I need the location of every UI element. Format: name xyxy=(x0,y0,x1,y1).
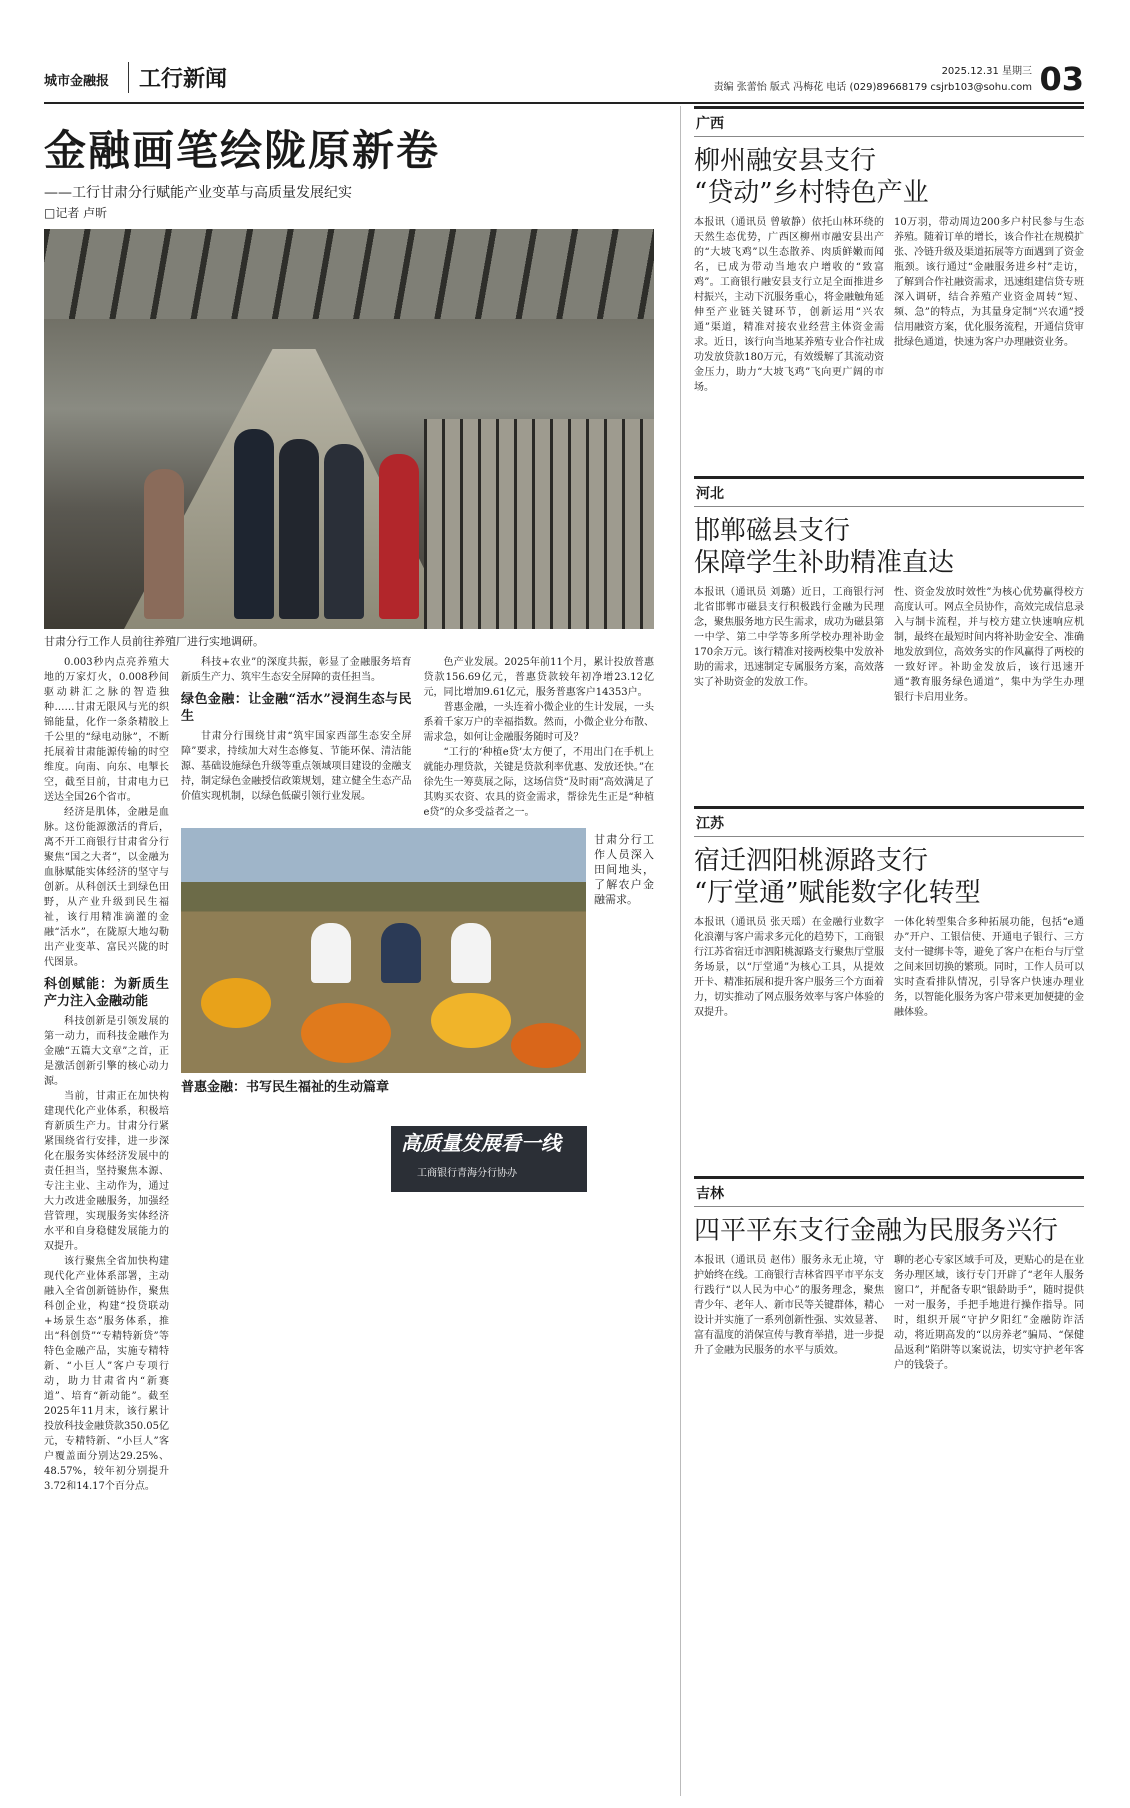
region-body xyxy=(694,1253,1084,1373)
lead-columns xyxy=(44,655,654,1494)
lead-subtitle: ——工行甘肃分行赋能产业变革与高质量发展纪实 xyxy=(44,185,352,201)
region-column: 本报讯（通讯员 张天瑶）在金融行业数字化浪潮与客户需求多元化的趋势下，工商银行江苏省宿迁市泗阳桃源路支行聚焦厅堂服务场景，以“厅堂通”为核心工具，从提效开卡、精准拓展和提升客户服务三个方面着力，切实推动了网点服务效率与客户体验的双提升。 xyxy=(694,917,884,1018)
headline-line: 邯郸磁县支行 xyxy=(694,516,851,546)
paragraph: 科技创新是引领发展的第一动力，而科技金融作为金融“五篇大文章”之首，正是激活创新引擎的核心动力源。 xyxy=(44,1016,169,1087)
region-column: 一体化转型集合多种拓展功能，包括“e通办”开户、工银信使、开通电子银行、三方支付一键绑卡等，避免了客户在柜台与厅堂之间来回切换的繁琐。同时，工作人员可以实时查看排队情况，引导客户快速办理业务，以智能化服务为客户带来更加便捷的金融体验。 xyxy=(894,917,1084,1018)
paragraph: 经济是肌体，金融是血脉。这份能源激活的背后，离不开工商银行甘肃省分行聚焦“国之大者”，以金融为血脉赋能实体经济的坚守与创新。从科创沃土到绿色田野，从产业升级到民生福祉，该行用精准滴灌的金融“活水”，在陇原大地勾勒出产业变革、富民兴陇的时代图景。 xyxy=(44,807,169,968)
region-block-jiangsu xyxy=(694,806,1084,1166)
pumpkin xyxy=(201,978,271,1028)
lead-column-3 xyxy=(424,655,655,820)
barn-photo-caption: 甘肃分行工作人员前往养殖厂进行实地调研。 xyxy=(44,635,264,648)
region-headline xyxy=(694,845,1084,909)
person-figure xyxy=(234,429,274,619)
lead-column-2-3 xyxy=(181,655,654,1494)
region-headline xyxy=(694,145,1084,209)
paper-name: 城市金融报 xyxy=(44,74,110,89)
person-figure xyxy=(279,439,319,619)
region-headline xyxy=(694,1215,1084,1247)
masthead xyxy=(44,60,1084,104)
headline-line: 宿迁泗阳桃源路支行 xyxy=(694,846,929,876)
issue-date: 2025.12.31 星期三 xyxy=(941,66,1032,77)
banner-subtitle: 工商银行青海分行协办 xyxy=(417,1168,517,1179)
region-block-guangxi xyxy=(694,106,1084,466)
person-figure xyxy=(144,469,184,619)
paragraph: 当前，甘肃正在加快构建现代化产业体系，积极培育新质生产力。甘肃分行紧紧围绕省行安排，进一步深化在服务实体经济发展中的责任担当，坚持聚焦本源、专注主业、主动作为，通过大力改进金融服务，加强经营管理，实现服务实体经济水平和自身稳健发展能力的双提升。 xyxy=(44,1091,169,1252)
region-label: 广西 xyxy=(694,106,1084,137)
headline-line: 四平平东支行金融为民服务兴行 xyxy=(694,1216,1059,1246)
headline-line: “贷动”乡村特色产业 xyxy=(694,178,929,208)
region-block-jilin xyxy=(694,1176,1084,1373)
person-figure xyxy=(324,444,364,619)
headline-line: 柳州融安县支行 xyxy=(694,146,877,176)
lead-byline: □记者 卢昕 xyxy=(44,206,108,220)
subhead-tech: 科创赋能：为新质生产力注入金融动能 xyxy=(44,977,169,1009)
lead-article xyxy=(44,112,654,1494)
paragraph: 该行聚焦全省加快构建现代化产业体系部署，主动融入全省创新链协作，聚焦科创企业，构建“投贷联动+场景生态”服务体系，推出“科创贷”“专精特新贷”等特色金融产品，实施专精特新、“小巨人”客户专项行动，助力甘肃省内“新赛道”、培育“新动能”。截至2025年11月末，该行累计投放科技金融贷款350.05亿元，专精特新、“小巨人”客户覆盖面分别达29.25%、48.57%，较年初分别提升3.72和14.17个百分点。 xyxy=(44,1256,169,1492)
person-figure xyxy=(379,454,419,619)
paragraph: 普惠金融，一头连着小微企业的生计发展，一头系着千家万户的幸福指数。然而，小微企业分布散、需求急，如何让金融服务随时可及？ xyxy=(423,702,654,743)
issue-info xyxy=(714,64,1032,96)
subhead-inclusive: 普惠金融：书写民生福祉的生动篇章 xyxy=(181,1080,390,1095)
page-number: 03 xyxy=(1039,60,1084,98)
paragraph: “工行的‘种植e贷’太方便了，不用出门在手机上就能办理贷款，关键是贷款利率优惠、发放还快。”在徐先生一筹莫展之际，这场信贷“及时雨”高效满足了其购买农资、农具的资金需求，帮徐先生正是“种植e贷”的众多受益者之一。 xyxy=(423,747,654,818)
headline-line: 保障学生补助精准直达 xyxy=(694,548,955,578)
pumpkin-photo-caption: 甘肃分行工作人员深入田间地头，了解农户金融需求。 xyxy=(594,833,654,906)
lead-column-1 xyxy=(44,655,169,1494)
paragraph: 科技+农业”的深度共振，彰显了金融服务培育新质生产力、筑牢生态安全屏障的责任担当。 xyxy=(181,657,412,683)
person-figure xyxy=(311,923,351,983)
region-body xyxy=(694,915,1084,1020)
series-banner xyxy=(391,1126,587,1192)
person-figure xyxy=(381,923,421,983)
paragraph: 0.003秒内点亮养殖大地的万家灯火，0.008秒间驱动耕汇之脉的智造独种……甘肃无限风与光的织锦能量，化作一条条精胶上千公里的“绿电动脉”，不断托展着甘肃能源传输的时空维度。向南、向东、电掣长空，截至目前，甘肃电力已送达全国26个省市。 xyxy=(44,657,169,803)
region-column: 性、资金发放时效性”为核心优势赢得校方高度认可。网点全员协作，高效完成信息录入与制卡流程，并与校方建立快速响应机制，最终在最短时间内将补助金安全、准确地发放到位，高效务实的作风赢得了两校的一致好评。补助金发放后，该行迅速开通“教育服务绿色通道”，集中为学生办理银行卡启用业务。 xyxy=(894,587,1084,703)
region-label: 吉林 xyxy=(694,1176,1084,1207)
pumpkin-photo xyxy=(181,828,586,1073)
region-column: 聊的老心专家区域手可及，更贴心的是在业务办理区域，该行专门开辟了“老年人服务窗口”，并配备专职“银龄助手”，随时提供一对一服务，手把手地进行操作指导。同时，组织开展“守护夕阳红”金融防诈活动，将近期高发的“以房养老”骗局、“保健品返利”陷阱等以案说法，切实守护老年客户的钱袋子。 xyxy=(894,1255,1084,1371)
region-column: 本报讯（通讯员 刘璐）近日，工商银行河北省邯郸市磁县支行积极践行金融为民理念，聚焦服务地方民生需求，成功为磁县第一中学、第二中学等多所学校办理补助金170余万元。该行精准对接两校集中发放补助的需求，迅速制定专属服务方案，高效落实了补助资金的发放工作。 xyxy=(694,587,884,688)
region-headline xyxy=(694,515,1084,579)
region-label: 河北 xyxy=(694,476,1084,507)
subhead-green: 绿色金融：让金融“活水”浸润生态与民生 xyxy=(181,692,412,724)
region-column: 本报讯（通讯员 曾敏静）依托山林环绕的天然生态优势，广西区柳州市融安县出产的“大坡飞鸡”以生态散养、肉质鲜嫩而闻名，已成为带动当地农户增收的“致富鸡”。工商银行融安县支行立足全面推进乡村振兴，主动下沉服务重心，将金融触角延伸至产业链关键环节，创新运用“兴农通”渠道，精准对接农业经营主体资金需求。近日，该行向当地某养殖专业合作社成功发放贷款180万元，有效缓解了其流动资金压力，助力“大坡飞鸡”飞向更广阔的市场。 xyxy=(694,217,884,393)
barn-photo xyxy=(44,229,654,629)
banner-title: 高质量发展看一线 xyxy=(401,1131,561,1155)
barn-roof xyxy=(44,229,654,319)
region-column: 10万羽，带动周边200多户村民参与生态养殖。随着订单的增长，该合作社在规模扩张、冷链升级及渠道拓展等方面遇到了资金瓶颈。该行通过“金融服务进乡村”走访，了解到合作社融资需求，迅速组建信贷专班深入调研，结合养殖产业资金周转“短、频、急”的特点，为其量身定制“兴农通”授信用融资方案，优化服务流程，开通信贷审批绿色通道，快速为客户办理融资业务。 xyxy=(894,217,1084,348)
lead-inner-columns xyxy=(181,655,654,820)
regional-news xyxy=(694,106,1084,1373)
region-label: 江苏 xyxy=(694,806,1084,837)
pumpkin-row xyxy=(181,828,654,1073)
pumpkin xyxy=(301,1003,391,1063)
pumpkin xyxy=(511,1023,581,1068)
pumpkin xyxy=(431,993,511,1048)
section-name: 工行新闻 xyxy=(128,62,227,93)
sheep-pen xyxy=(424,419,654,629)
headline-line: “厅堂通”赋能数字化转型 xyxy=(694,878,981,908)
paragraph: 甘肃分行围绕甘肃“筑牢国家西部生态安全屏障”要求，持续加大对生态修复、节能环保、清洁能源、基础设施绿色升级等重点领域项目建设的金融支持，制定绿色金融授信政策规划，建立健全生态产品价值实现机制，以绿色低碳引领行业发展。 xyxy=(181,731,412,802)
region-block-hebei xyxy=(694,476,1084,796)
region-body xyxy=(694,585,1084,705)
paragraph: 色产业发展。2025年前11个月，累计投放普惠贷款156.69亿元，普惠贷款较年初净增23.12亿元，同比增加9.61亿元，服务普惠客户14353户。 xyxy=(423,657,654,698)
lead-column-2 xyxy=(181,655,412,820)
region-body xyxy=(694,215,1084,395)
lead-headline: 金融画笔绘陇原新卷 xyxy=(44,126,441,175)
column-divider xyxy=(680,106,681,1796)
person-figure xyxy=(451,923,491,983)
editor-line: 责编 张蕾怡 版式 冯梅花 电话 (029)89668179 csjrb103@sohu.com xyxy=(713,82,1032,93)
region-column: 本报讯（通讯员 赵伟）服务永无止境，守护始终在线。工商银行吉林省四平市平东支行践行“以人民为中心”的服务理念，聚焦青少年、老年人、新市民等关键群体，精心设计并实施了一系列创新性强、实效显著、富有温度的消保宣传与教育举措，进一步提升了金融为民服务的水平与质效。 xyxy=(694,1255,884,1356)
